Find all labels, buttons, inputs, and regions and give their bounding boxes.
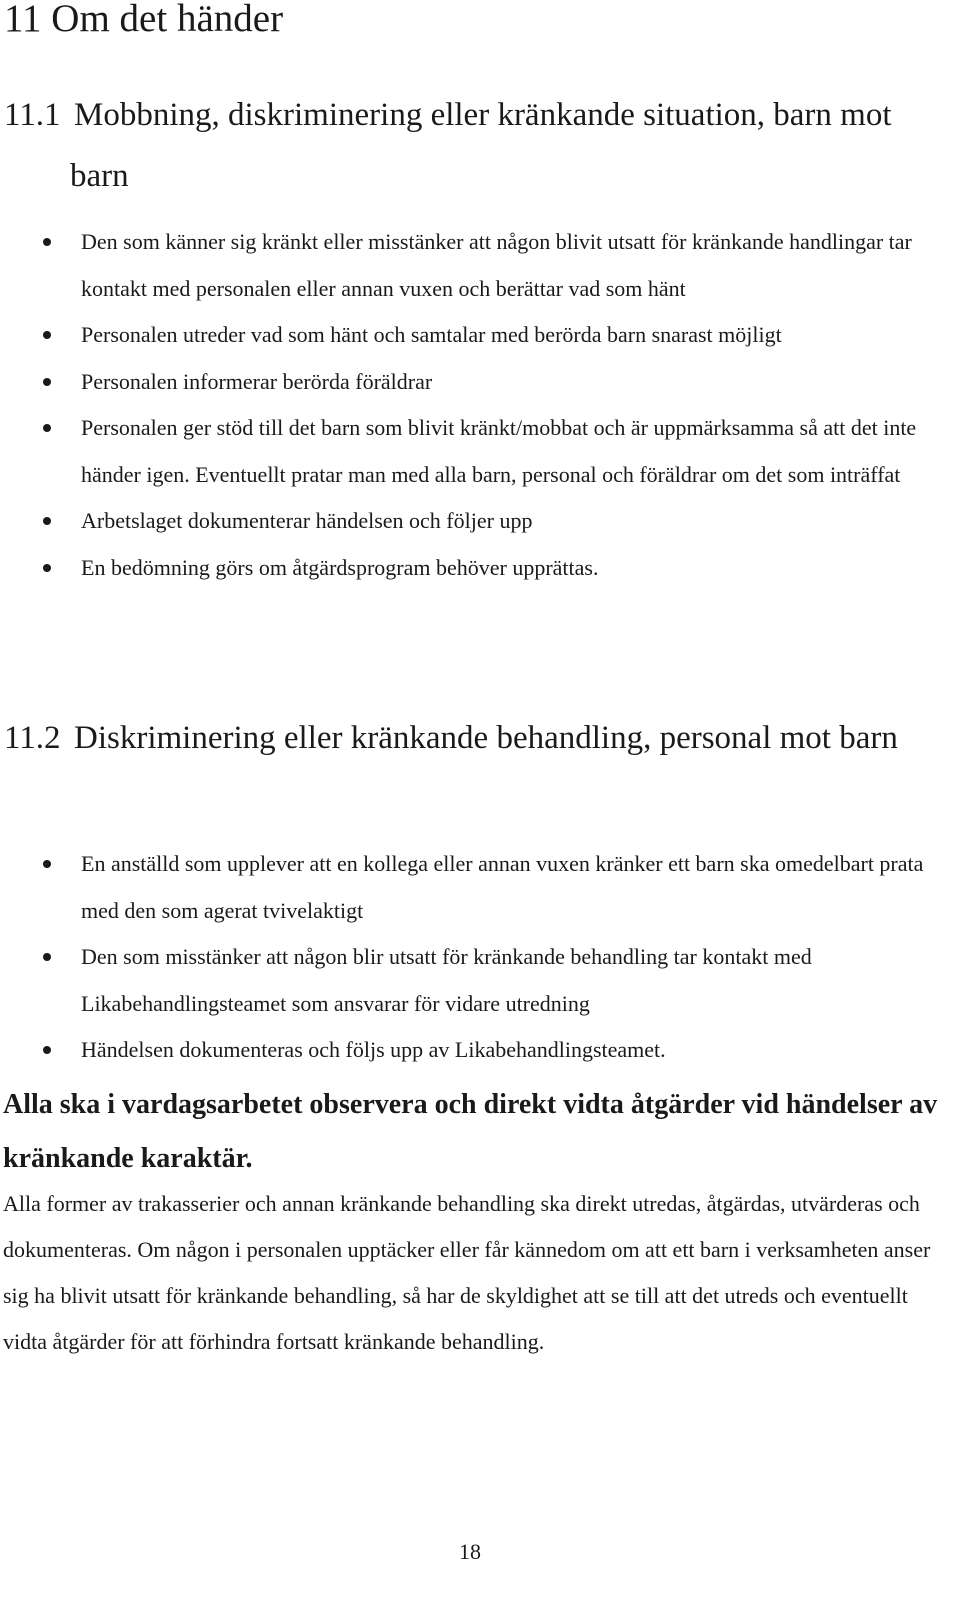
list-item: Personalen utreder vad som hänt och samtalar med berörda barn snarast möjligt — [0, 312, 950, 359]
section-number: 11.1 — [4, 97, 61, 133]
emphasis-paragraph: Alla ska i vardagsarbetet observera och direkt vidta åtgärder vid händelser av kränkande karaktär. — [3, 1089, 938, 1174]
list-item: Händelsen dokumenteras och följs upp av Likabehandlingsteamet. — [0, 1027, 950, 1074]
list-item: En anställd som upplever att en kollega eller annan vuxen kränker ett barn ska omedelbart prata med den som agerat tvivelaktigt — [0, 841, 950, 934]
page-number: 18 — [459, 1539, 481, 1564]
list-item: Personalen ger stöd till det barn som blivit kränkt/mobbat och är uppmärksamma så att det inte händer igen. Eventuellt pratar man med alla barn, personal och föräldrar om det som inträffat — [0, 405, 950, 498]
bullet-icon — [43, 517, 51, 525]
section-title: Mobbning, diskriminering eller kränkande situation, barn mot barn — [70, 97, 892, 194]
bullet-icon — [43, 238, 51, 246]
list-item: Arbetslaget dokumenterar händelsen och följer upp — [0, 498, 950, 545]
list-item: En bedömning görs om åtgärdsprogram behöver upprättas. — [0, 545, 950, 592]
list-item: Personalen informerar berörda föräldrar — [0, 359, 950, 406]
bullet-icon — [43, 564, 51, 572]
chapter-heading: 11 Om det händer — [4, 0, 284, 40]
bullet-icon — [43, 378, 51, 386]
section-heading-11-2 — [4, 708, 934, 830]
section-11-2-list — [0, 841, 950, 1074]
list-item: Den som misstänker att någon blir utsatt för kränkande behandling tar kontakt med Likabehandlingsteamet som ansvarar för vidare utredning — [0, 934, 950, 1027]
section-title: Diskriminering eller kränkande behandling, personal mot barn — [74, 720, 898, 756]
section-heading-11-1 — [4, 85, 934, 207]
bullet-icon — [43, 953, 51, 961]
bullet-icon — [43, 424, 51, 432]
bullet-icon — [43, 331, 51, 339]
list-item: Den som känner sig kränkt eller misstänker att någon blivit utsatt för kränkande handlingar tar kontakt med personalen eller annan vuxen och berättar vad som hänt — [0, 219, 950, 312]
section-11-1-list — [0, 219, 950, 591]
section-number: 11.2 — [4, 720, 61, 756]
body-paragraph: Alla former av trakasserier och annan kränkande behandling ska direkt utredas, åtgärdas, utvärderas och dokumenteras. Om någon i personalen upptäcker eller får kännedom om att ett barn i verksamheten anser sig ha blivit utsatt för kränkande behandling, så har de skyldighet att se till att det utreds och eventuellt vidta åtgärder för att förhindra fortsatt kränkande behandling. — [3, 1191, 931, 1354]
bullet-icon — [43, 860, 51, 868]
bullet-icon — [43, 1046, 51, 1054]
